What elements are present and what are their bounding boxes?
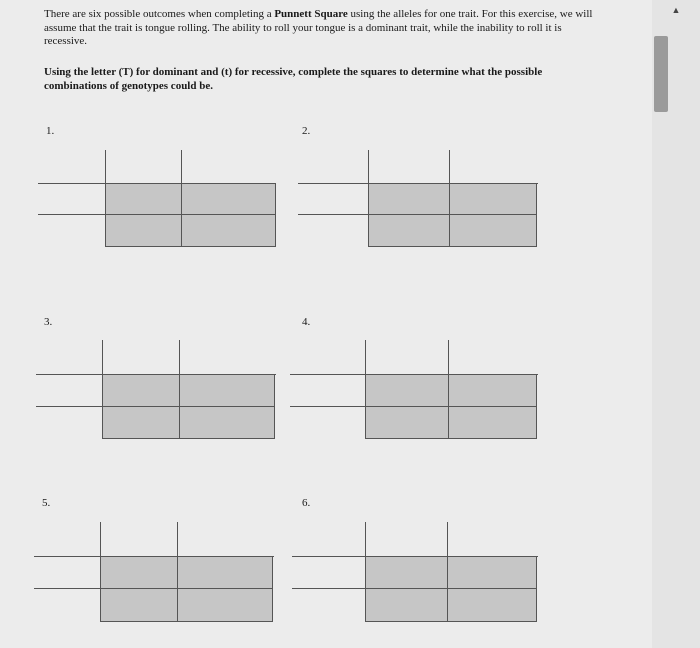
square-4-cell-1[interactable] bbox=[365, 374, 449, 407]
square-2-cell-4[interactable] bbox=[449, 214, 537, 247]
square-5-cell-1[interactable] bbox=[100, 556, 178, 589]
scroll-thumb[interactable] bbox=[654, 36, 668, 112]
square-2-cell-3[interactable] bbox=[368, 214, 450, 247]
square-5-cell-3[interactable] bbox=[100, 588, 178, 622]
punnett-square-4[interactable] bbox=[290, 340, 530, 440]
square-6-cell-3[interactable] bbox=[365, 588, 448, 622]
square-2-cell-1[interactable] bbox=[368, 183, 450, 215]
square-5-cell-2[interactable] bbox=[177, 556, 273, 589]
vertical-scrollbar[interactable] bbox=[652, 0, 700, 648]
square-label-4: 4. bbox=[302, 316, 311, 328]
square-1-cell-1[interactable] bbox=[105, 183, 182, 215]
square-3-cell-4[interactable] bbox=[179, 406, 275, 439]
punnett-square-2[interactable] bbox=[298, 150, 538, 250]
square-1-cell-2[interactable] bbox=[181, 183, 276, 215]
square-2-cell-2[interactable] bbox=[449, 183, 537, 215]
square-6-cell-2[interactable] bbox=[447, 556, 537, 589]
square-label-3: 3. bbox=[44, 316, 53, 328]
square-label-5: 5. bbox=[42, 497, 51, 509]
intro-text-2: using the alleles for one trait. For this exercise, we will assume that the trait is tongue rolling. The ability to roll your tongue is a dominant trait, while the inability to roll it is recessive. bbox=[44, 8, 593, 47]
punnett-square-6[interactable] bbox=[292, 522, 532, 622]
square-6-cell-4[interactable] bbox=[447, 588, 537, 622]
square-4-cell-2[interactable] bbox=[448, 374, 537, 407]
square-label-6: 6. bbox=[302, 497, 311, 509]
punnett-square-1[interactable] bbox=[38, 150, 278, 250]
square-label-1: 1. bbox=[46, 125, 55, 137]
square-5-cell-4[interactable] bbox=[177, 588, 273, 622]
square-3-cell-3[interactable] bbox=[102, 406, 180, 439]
square-1-cell-3[interactable] bbox=[105, 214, 182, 247]
intro-bold-term: Punnett Square bbox=[274, 8, 348, 20]
square-label-2: 2. bbox=[302, 125, 311, 137]
intro-paragraph bbox=[44, 8, 604, 49]
task-instructions: Using the letter (T) for dominant and (t) for recessive, complete the squares to determine what the possible combinations of genotypes could be. bbox=[44, 66, 543, 92]
punnett-square-5[interactable] bbox=[34, 522, 274, 622]
intro-text-1: There are six possible outcomes when completing a bbox=[44, 8, 272, 20]
square-3-cell-1[interactable] bbox=[102, 374, 180, 407]
scroll-up-arrow-icon[interactable]: ▲ bbox=[671, 5, 681, 15]
square-4-cell-3[interactable] bbox=[365, 406, 449, 439]
square-4-cell-4[interactable] bbox=[448, 406, 537, 439]
square-6-cell-1[interactable] bbox=[365, 556, 448, 589]
square-1-cell-4[interactable] bbox=[181, 214, 276, 247]
square-3-cell-2[interactable] bbox=[179, 374, 275, 407]
punnett-square-3[interactable] bbox=[36, 340, 276, 440]
